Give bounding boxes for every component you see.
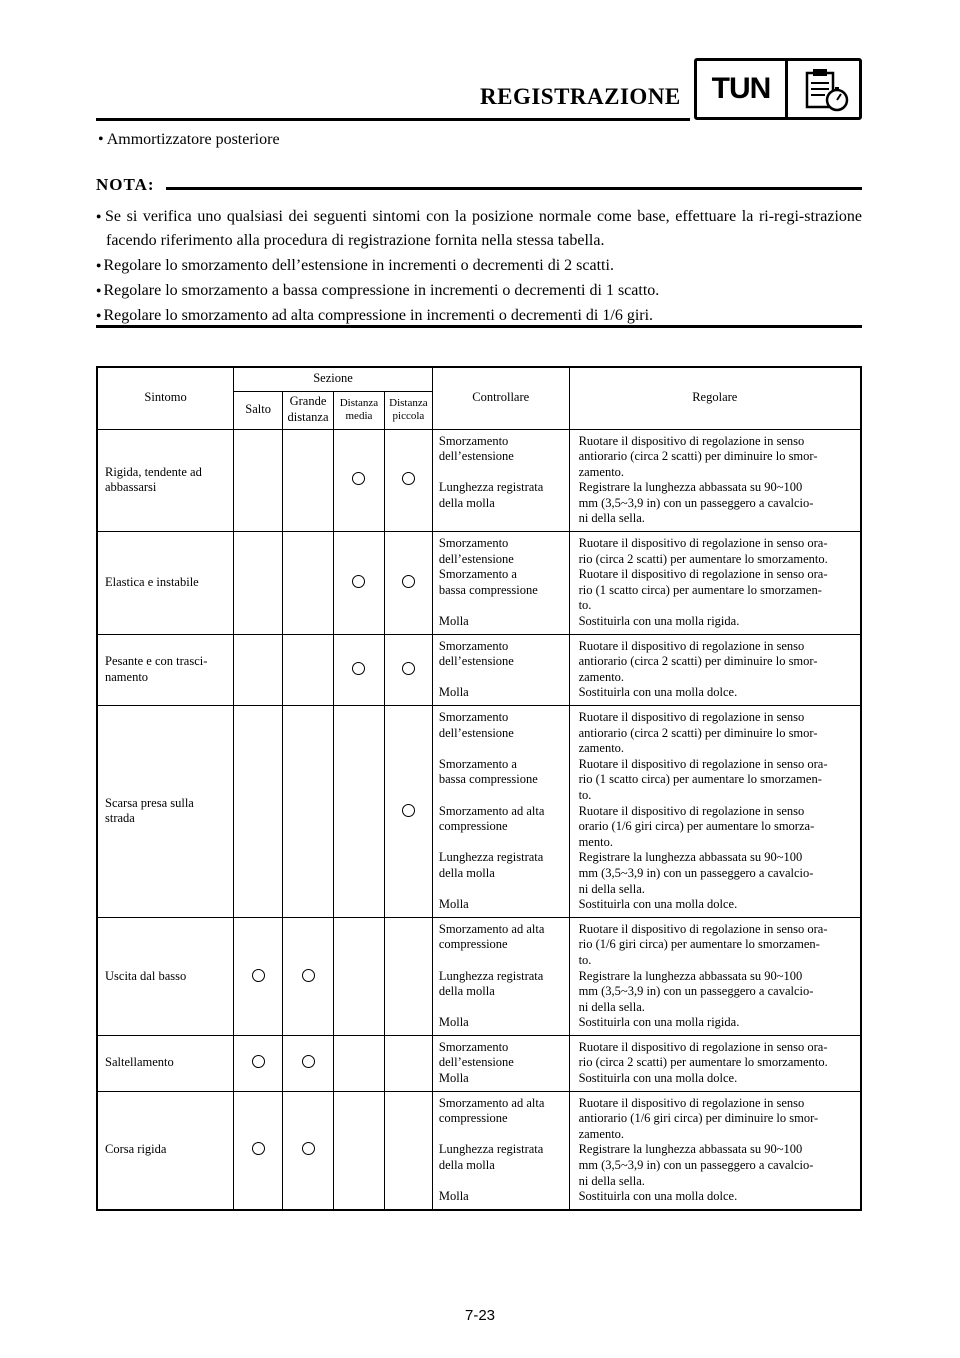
nota-label: NOTA: — [96, 175, 155, 194]
circle-mark-icon — [252, 1142, 265, 1155]
check-cell: Smorzamento dell’estensione Molla — [432, 634, 569, 705]
mark-cell-grande-distanza — [283, 429, 334, 532]
mark-cell-salto — [234, 634, 283, 705]
symptom-cell: Scarsa presa sulla strada — [97, 706, 234, 918]
circle-mark-icon — [352, 662, 365, 675]
nota-item: ● Regolare lo smorzamento a bassa compressione in incrementi o decrementi di 1 scatto. — [96, 282, 660, 299]
table-row — [97, 1091, 861, 1210]
circle-mark-icon — [352, 472, 365, 485]
mark-cell-distanza-media — [333, 917, 384, 1035]
circle-mark-icon — [402, 662, 415, 675]
circle-mark-icon — [302, 1055, 315, 1068]
circle-mark-icon — [352, 575, 365, 588]
table-row — [97, 532, 861, 635]
table-body — [97, 429, 861, 1210]
adjust-cell: Ruotare il dispositivo di regolazione in senso antiorario (circa 2 scatti) per diminuire lo smor- zamento. Sostituirla con una molla dolce. — [569, 634, 861, 705]
mark-cell-salto — [234, 532, 283, 635]
header-controllare: Controllare — [432, 367, 569, 429]
table-row — [97, 917, 861, 1035]
mark-cell-grande-distanza — [283, 917, 334, 1035]
mark-cell-distanza-media — [333, 1035, 384, 1091]
bullet-icon: ● — [96, 260, 102, 270]
circle-mark-icon — [252, 1055, 265, 1068]
nota-list — [96, 204, 862, 328]
badge-divider — [785, 61, 788, 117]
mark-cell-distanza-media — [333, 706, 384, 918]
section-badge — [694, 58, 862, 120]
adjust-cell: Ruotare il dispositivo di regolazione in senso ora- rio (circa 2 scatti) per aumentare lo smorzamento. Ruotare il dispositivo di regolazione in senso ora- rio (1 scatto circa) per aumentare lo smorzamen- to. Sostituirla con una molla rigida. — [569, 532, 861, 635]
header-rule — [96, 118, 690, 121]
header-regolare: Regolare — [569, 367, 861, 429]
check-cell: Smorzamento ad alta compressione Lunghezza registrata della molla Molla — [432, 1091, 569, 1210]
nota-item: ● Regolare lo smorzamento ad alta compressione in incrementi o decrementi di 1/6 giri. — [96, 307, 654, 324]
adjust-cell: Ruotare il dispositivo di regolazione in senso ora- rio (1/6 giri circa) per aumentare lo smorzamen- to. Registrare la lunghezza abbassata su 90~100 mm (3,5~3,9 in) con un passeggero a cavalcio- ni della sella. Sostituirla con una molla rigida. — [569, 917, 861, 1035]
circle-mark-icon — [302, 1142, 315, 1155]
adjust-cell: Ruotare il dispositivo di regolazione in senso antiorario (circa 2 scatti) per diminuire lo smor- zamento. Ruotare il dispositivo di regolazione in senso ora- rio (1 scatto circa) per aumentare lo smorzamen- to. Ruotare il dispositivo di regolazione in senso orario (1/6 giri circa) per aumentare lo smorza- mento. Registrare la lunghezza abbassata su 90~100 mm (3,5~3,9 in) con un passeggero a cavalcio- ni della sella. Sostituirla con una molla dolce. — [569, 706, 861, 918]
symptom-cell: Pesante e con trasci- namento — [97, 634, 234, 705]
circle-mark-icon — [402, 575, 415, 588]
circle-mark-icon — [402, 804, 415, 817]
bullet-icon: ● — [96, 310, 102, 320]
page-number: 7-23 — [464, 1307, 496, 1324]
check-cell: Smorzamento dell’estensione Smorzamento a bassa compressione Molla — [432, 532, 569, 635]
symptom-cell: Corsa rigida — [97, 1091, 234, 1210]
mark-cell-distanza-piccola — [384, 1035, 432, 1091]
check-cell: Smorzamento dell’estensione Lunghezza registrata della molla — [432, 429, 569, 532]
mark-cell-grande-distanza — [283, 1035, 334, 1091]
table-row — [97, 1035, 861, 1091]
mark-cell-salto — [234, 1091, 283, 1210]
section-code: TUN — [711, 72, 771, 105]
mark-cell-distanza-piccola — [384, 706, 432, 918]
section-subtitle: • Ammortizzatore posteriore — [98, 131, 280, 148]
circle-mark-icon — [252, 969, 265, 982]
header-grande-distanza: Grande distanza — [283, 391, 334, 429]
mark-cell-distanza-piccola — [384, 532, 432, 635]
nota-rule — [166, 187, 862, 190]
header-distanza-media: Distanza media — [333, 391, 384, 429]
mark-cell-distanza-media — [333, 634, 384, 705]
clipboard-stopwatch-icon — [803, 67, 851, 113]
mark-cell-distanza-piccola — [384, 429, 432, 532]
page-title: REGISTRAZIONE — [480, 84, 681, 109]
table-row — [97, 429, 861, 532]
tuning-table — [96, 366, 862, 1211]
symptom-cell: Elastica e instabile — [97, 532, 234, 635]
mark-cell-salto — [234, 1035, 283, 1091]
mark-cell-distanza-piccola — [384, 634, 432, 705]
check-cell: Smorzamento ad alta compressione Lunghezza registrata della molla Molla — [432, 917, 569, 1035]
mark-cell-distanza-media — [333, 1091, 384, 1210]
circle-mark-icon — [302, 969, 315, 982]
nota-item: ● Se si verifica uno qualsiasi dei seguenti sintomi con la posizione normale come base, effettuare la ri-regi-strazione facendo riferimento alla procedura di registrazione fornita nella stessa tabella. — [96, 208, 862, 249]
mark-cell-salto — [234, 917, 283, 1035]
mark-cell-grande-distanza — [283, 634, 334, 705]
bullet-icon: ● — [96, 211, 104, 221]
check-cell: Smorzamento dell’estensione Smorzamento a bassa compressione Smorzamento ad alta compressione Lunghezza registrata della molla Molla — [432, 706, 569, 918]
mark-cell-grande-distanza — [283, 532, 334, 635]
nota-bottom-rule — [96, 325, 862, 328]
adjust-cell: Ruotare il dispositivo di regolazione in senso antiorario (circa 2 scatti) per diminuire lo smor- zamento. Registrare la lunghezza abbassata su 90~100 mm (3,5~3,9 in) con un passeggero a cavalcio- ni della sella. — [569, 429, 861, 532]
header-salto: Salto — [234, 391, 283, 429]
mark-cell-distanza-media — [333, 532, 384, 635]
nota-item: ● Regolare lo smorzamento dell’estensione in incrementi o decrementi di 2 scatti. — [96, 257, 614, 274]
table-row — [97, 706, 861, 918]
mark-cell-grande-distanza — [283, 706, 334, 918]
circle-mark-icon — [402, 472, 415, 485]
symptom-cell: Uscita dal basso — [97, 917, 234, 1035]
symptom-cell: Saltellamento — [97, 1035, 234, 1091]
header-sintomo: Sintomo — [97, 367, 234, 429]
mark-cell-distanza-media — [333, 429, 384, 532]
table-row — [97, 634, 861, 705]
symptom-cell: Rigida, tendente ad abbassarsi — [97, 429, 234, 532]
header-sezione: Sezione — [234, 367, 433, 391]
adjust-cell: Ruotare il dispositivo di regolazione in senso ora- rio (circa 2 scatti) per aumentare lo smorzamento. Sostituirla con una molla dolce. — [569, 1035, 861, 1091]
mark-cell-distanza-piccola — [384, 1091, 432, 1210]
header-distanza-piccola: Distanza piccola — [384, 391, 432, 429]
bullet-icon: ● — [96, 285, 102, 295]
mark-cell-distanza-piccola — [384, 917, 432, 1035]
mark-cell-salto — [234, 706, 283, 918]
check-cell: Smorzamento dell’estensione Molla — [432, 1035, 569, 1091]
mark-cell-grande-distanza — [283, 1091, 334, 1210]
adjust-cell: Ruotare il dispositivo di regolazione in senso antiorario (1/6 giri circa) per diminuire lo smor- zamento. Registrare la lunghezza abbassata su 90~100 mm (3,5~3,9 in) con un passeggero a cavalcio- ni della sella. Sostituirla con una molla dolce. — [569, 1091, 861, 1210]
mark-cell-salto — [234, 429, 283, 532]
